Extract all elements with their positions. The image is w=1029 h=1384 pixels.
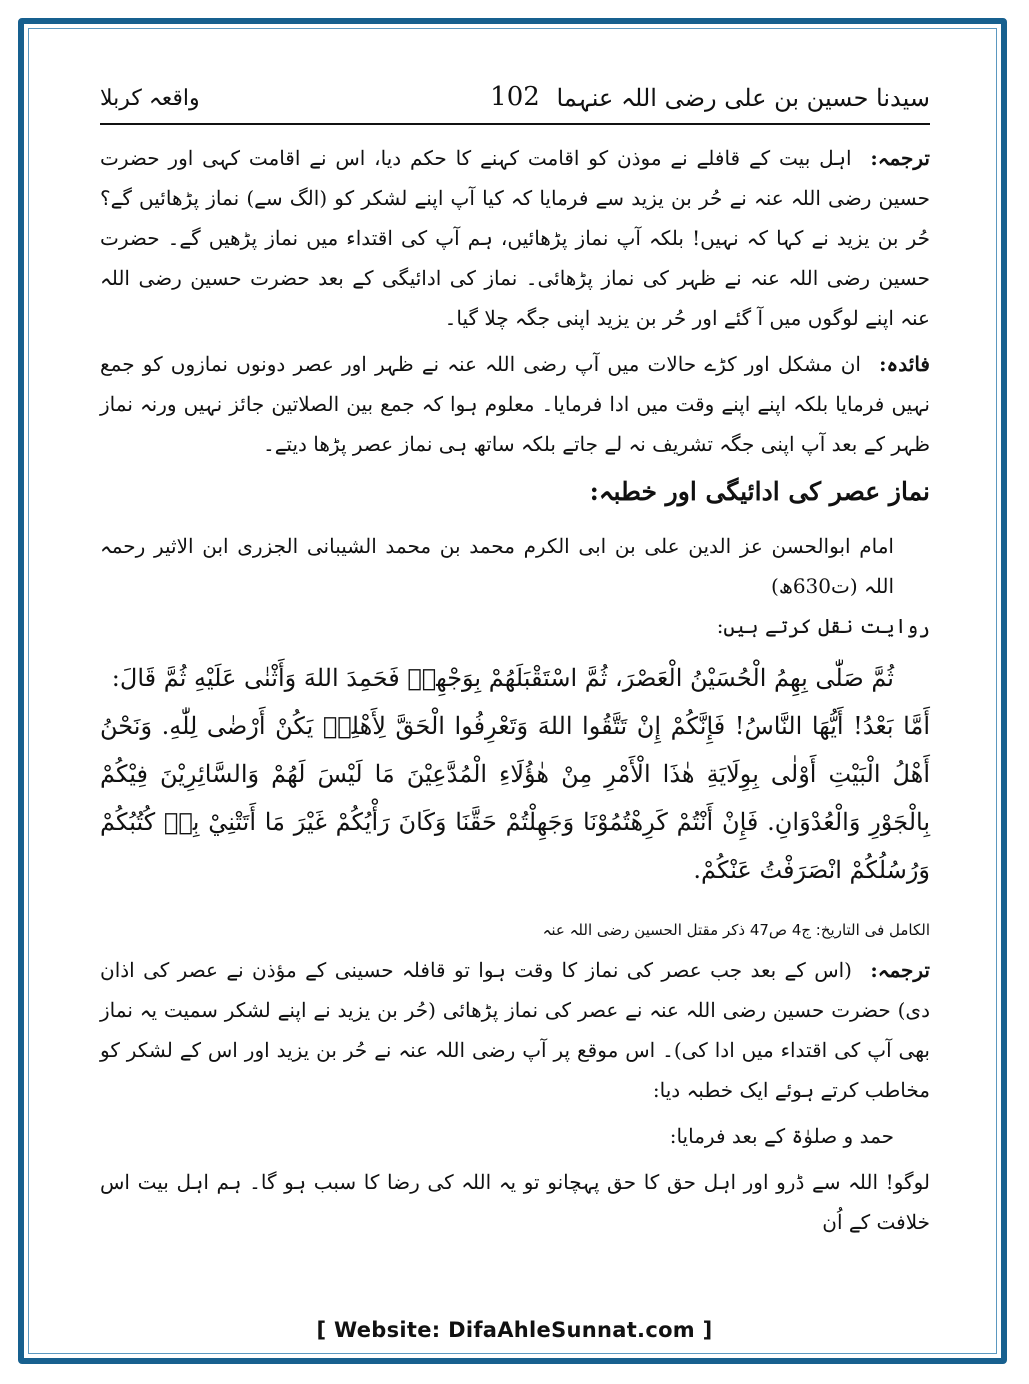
hamd-line: حمد و صلوٰۃ کے بعد فرمایا: <box>669 1124 894 1148</box>
translation-paragraph-1 <box>100 138 930 338</box>
translation-text-2: (اس کے بعد جب عصر کی نماز کا وقت ہوا تو قافلہ حسینی کے مؤذن نے عصر کی اذان دی) حضرت حسین رضی اللہ عنہ نے عصر کی نماز پڑھائی (حُر بن یزید نے اپنے لشکر سمیت یہ نماز بھی آپ کی اقتداء میں ادا کی)۔ اس موقع پر آپ رضی اللہ عنہ نے حُر بن یزید اور اس کے لشکر کو مخاطب کرتے ہوئے ایک خطبہ دیا: <box>100 958 930 1102</box>
translation-paragraph-2 <box>100 950 930 1110</box>
header-chapter: واقعہ کربلا <box>100 86 200 111</box>
page-body <box>100 138 930 1248</box>
translation-label: ترجمہ: <box>870 146 930 170</box>
translation-text: اہل بیت کے قافلے نے موذن کو اقامت کہنے کا حکم دیا، اس نے اقامت کہی اور حضرت حسین رضی اللہ عنہ نے حُر بن یزید سے فرمایا کہ کیا آپ اپنے لشکر کو (الگ سے) نماز پڑھائیں گے؟ حُر بن یزید نے کہا کہ نہیں! بلکہ آپ نماز پڑھائیں، ہم آپ کی اقتداء میں نماز پڑھیں گے۔ حضرت حسین رضی اللہ عنہ نے ظہر کی نماز پڑھائی۔ نماز کی ادائیگی کے بعد حضرت حسین رضی اللہ عنہ اپنے لوگوں میں آ گئے اور حُر بن یزید اپنی جگہ چلا گیا۔ <box>100 146 931 330</box>
website-footer: [ Website: DifaAhleSunnat.com ] <box>316 1318 713 1342</box>
narrator-line: امام ابوالحسن عز الدین علی بن ابی الکرم محمد بن محمد الشیبانی الجزری ابن الاثیر رحمہ اللہ (ت630ھ) <box>100 534 894 598</box>
sermon-first-line: لوگو! اللہ سے ڈرو اور اہل حق کا حق پہچانو تو یہ اللہ کی رضا کا سبب ہو گا۔ ہم اہل بیت اس خلافت کے اُن <box>100 1170 930 1234</box>
section-heading: نماز عصر کی ادائیگی اور خطبہ: <box>589 477 930 506</box>
benefit-label: فائدہ: <box>879 352 930 376</box>
header-title: سیدنا حسین بن علی رضی اللہ عنہما <box>556 84 930 112</box>
translation-label-2: ترجمہ: <box>870 958 930 982</box>
benefit-text: ان مشکل اور کڑے حالات میں آپ رضی اللہ عنہ نے ظہر اور عصر دونوں نمازوں کو جمع نہیں فرمایا بلکہ اپنے اپنے وقت میں ادا فرمایا۔ معلوم ہوا کہ جمع بین الصلاتین جائز نہیں ورنہ نماز ظہر کے بعد آپ اپنی جگہ تشریف نہ لے جاتے بلکہ ساتھ ہی نماز عصر پڑھا دیتے۔ <box>100 352 930 456</box>
header-divider <box>100 123 930 125</box>
arabic-opening: ثُمَّ صَلّٰى بِهِمُ الْحُسَيْنُ الْعَصْرَ، ثُمَّ اسْتَقْبَلَهُمْ بِوَجْهِهٖ فَحَمِدَ اللهَ وَأَثْنٰى عَلَيْهِ ثُمَّ قَالَ: <box>111 664 894 692</box>
page-number: 102 <box>490 82 540 112</box>
arabic-sermon: أَمَّا بَعْدُ! أَيُّهَا النَّاسُ! فَإِنَّكُمْ إِنْ تَتَّقُوا اللهَ وَتَعْرِفُوا الْحَقَّ لِأَهْلِهٖ يَكُنْ أَرْضٰى لِلّٰهِ. وَنَحْنُ أَهْلُ الْبَيْتِ أَوْلٰى بِوِلَايَةِ هٰذَا الْأَمْرِ مِنْ هٰؤُلَاءِ الْمُدَّعِيْنَ مَا لَيْسَ لَهُمْ وَالسَّائِرِيْنَ فِيْكُمْ بِالْجَوْرِ وَالْعُدْوَانِ. فَإِنْ أَنْتُمْ كَرِهْتُمُوْنَا وَجَهِلْتُمْ حَقَّنَا وَكَانَ رَأْيُكُمْ غَيْرَ مَا أَتَتْنِيْ بِهٖ كُتُبُكُمْ وَرُسُلُكُمْ انْصَرَفْتُ عَنْكُمْ. <box>100 712 930 884</box>
page-header <box>100 82 930 122</box>
narrator-intro: روایت نقل کرتے ہیں: <box>716 614 930 638</box>
benefit-paragraph <box>100 344 930 464</box>
source-reference: الکامل فی التاریخ: ج4 ص47 ذکر مقتل الحسین رضی اللہ عنہ <box>542 921 930 939</box>
